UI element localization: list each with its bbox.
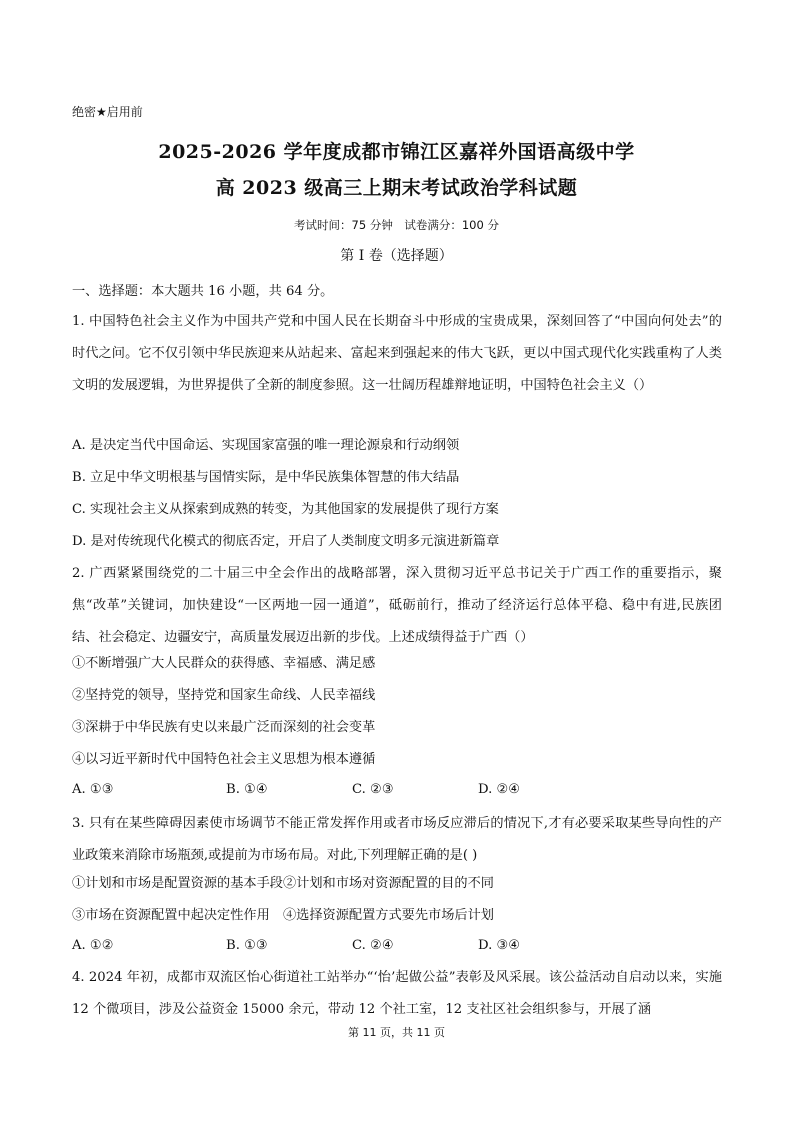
page-footer: 第 11 页，共 11 页: [348, 1026, 445, 1039]
question-3-item-1: ①计划和市场是配置资源的基本手段②计划和市场对资源配置的目的不同: [72, 876, 494, 891]
exam-info: 考试时间：75 分钟 试卷满分：100 分: [294, 218, 499, 232]
question-3-choice-c: C. ②④: [352, 938, 394, 953]
question-1-option-d: D. 是对传统现代化模式的彻底否定，开启了人类制度文明多元演进新篇章: [72, 534, 500, 549]
question-3-choice-b: B. ①③: [226, 938, 268, 953]
question-1-option-b: B. 立足中华文明根基与国情实际，是中华民族集体智慧的伟大结晶: [72, 470, 460, 485]
question-2-choice-c: C. ②③: [352, 782, 394, 797]
question-1-stem: 1. 中国特色社会主义作为中国共产党和中国人民在长期奋斗中形成的宝贵成果，深刻回答了“中国向何处去”的时代之问。它不仅引领中华民族迎来从站起来、富起来到强起来的伟大飞跃，更以中国式现代化实践重构了人类文明的发展逻辑，为世界提供了全新的制度参照。这一壮阔历程雄辩地证明，中国特色社会主义（）: [72, 314, 722, 393]
question-2-choice-a: A. ①③: [72, 782, 114, 797]
exam-title-line2: 高 2023 级高三上期末考试政治学科试题: [215, 177, 578, 199]
exam-title-line1: 2025-2026 学年度成都市锦江区嘉祥外国语高级中学: [158, 141, 635, 163]
part-title: 第 I 卷（选择题）: [340, 248, 453, 264]
question-4-stem: 4. 2024 年初，成都市双流区怡心街道社工站举办“‘怡’起做公益”表彰及风采展。该公益活动自启动以来，实施 12 个微项目，涉及公益资金 15000 余元，带动 12 个社工室，12 支社区社会组织参与，开展了涵: [72, 970, 722, 1017]
question-2-choice-b: B. ①④: [226, 782, 268, 797]
question-2-item-3: ③深耕于中华民族有史以来最广泛而深刻的社会变革: [72, 720, 376, 735]
secret-label: 绝密★启用前: [72, 105, 143, 119]
question-1-option-c: C. 实现社会主义从探索到成熟的转变，为其他国家的发展提供了现行方案: [72, 502, 499, 517]
section-heading: 一、选择题：本大题共 16 小题，共 64 分。: [72, 284, 334, 299]
question-2-choices: [72, 782, 722, 798]
question-3-item-2: ③市场在资源配置中起决定性作用 ④选择资源配置方式要先市场后计划: [72, 908, 494, 923]
question-2-stem: 2. 广西紧紧围绕党的二十届三中全会作出的战略部署，深入贯彻习近平总书记关于广西工作的重要指示，聚焦“改革”关键词，加快建设“一区两地一园一通道”，砥砺前行，推动了经济运行总体平稳、稳中有进,民族团结、社会稳定、边疆安宁，高质量发展迈出新的步伐。上述成绩得益于广西（）: [72, 566, 722, 645]
question-2-item-4: ④以习近平新时代中国特色社会主义思想为根本遵循: [72, 752, 376, 767]
question-2-item-2: ②坚持党的领导，坚持党和国家生命线、人民幸福线: [72, 688, 376, 703]
question-2-choice-d: D. ②④: [478, 782, 521, 797]
question-2-item-1: ①不断增强广大人民群众的获得感、幸福感、满足感: [72, 656, 376, 671]
question-3-choices: [72, 938, 722, 954]
question-3-choice-a: A. ①②: [72, 938, 114, 953]
question-1-option-a: A. 是决定当代中国命运、实现国家富强的唯一理论源泉和行动纲领: [72, 438, 460, 453]
question-3-choice-d: D. ③④: [478, 938, 521, 953]
question-3-stem: 3. 只有在某些障碍因素使市场调节不能正常发挥作用或者市场反应滞后的情况下,才有必要采取某些导向性的产业政策来消除市场瓶颈,或提前为市场布局。对此,下列理解正确的是( ): [72, 816, 722, 863]
